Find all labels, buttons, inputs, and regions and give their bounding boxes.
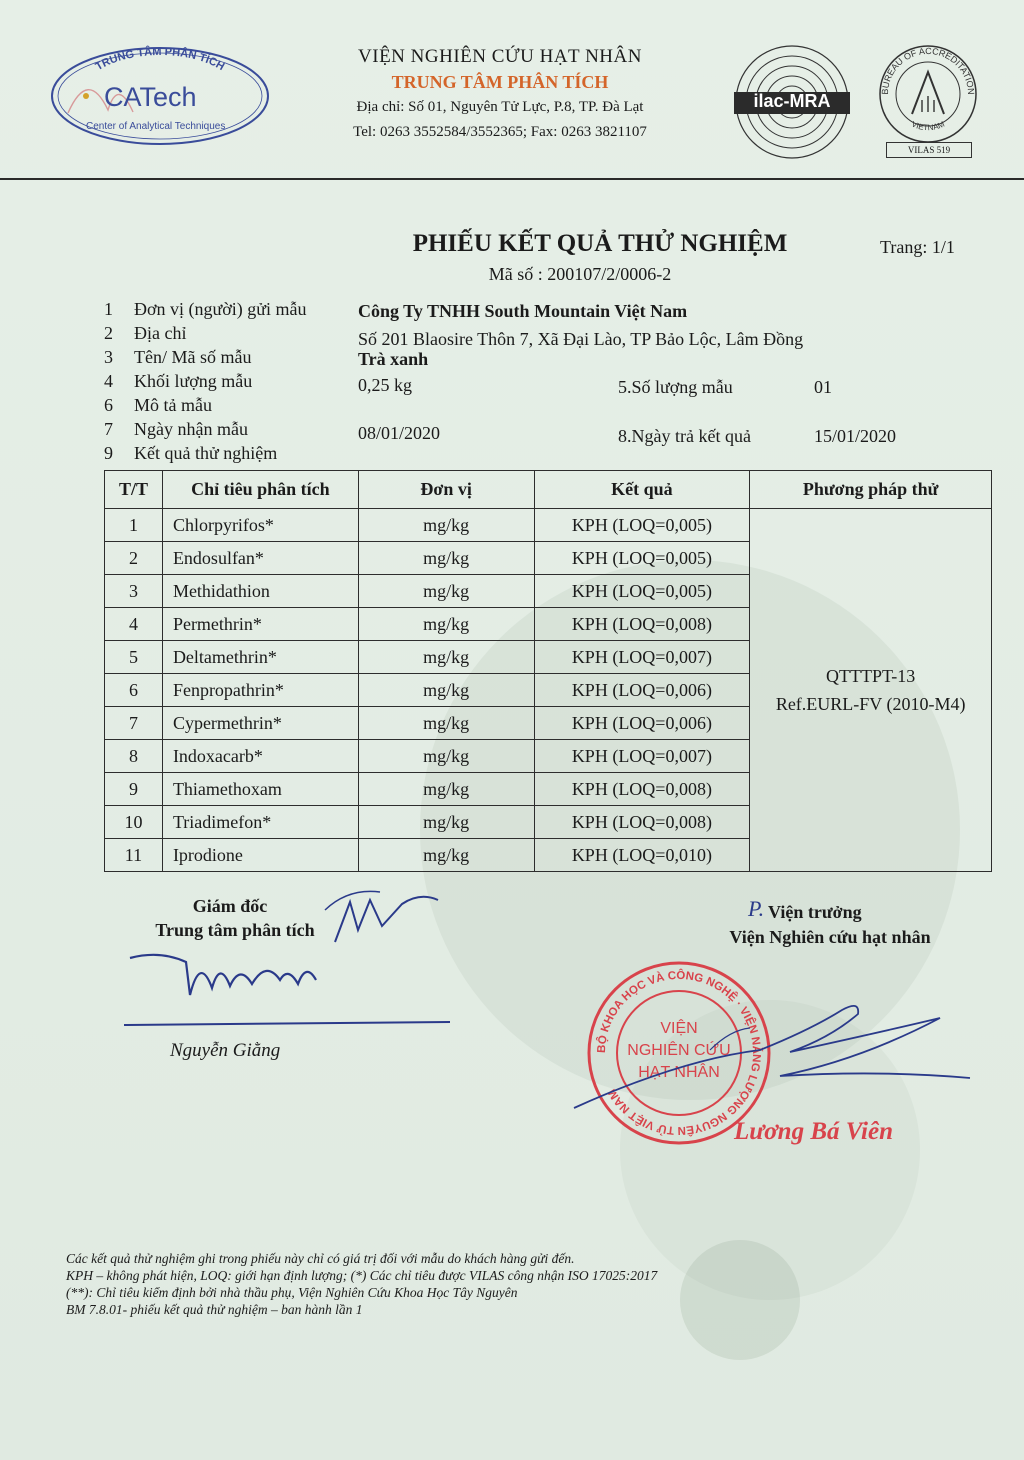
info-label: Mô tả mẫu	[134, 395, 212, 415]
info-extra-value: 01	[814, 377, 832, 397]
right-signature-icon	[560, 990, 980, 1130]
info-value-sample: Trà xanh	[358, 349, 429, 369]
method-line-2: Ref.EURL-FV (2010-M4)	[775, 694, 966, 714]
info-number: 7	[104, 419, 113, 439]
cell-analyte: Deltamethrin*	[162, 641, 358, 674]
footnote-line: BM 7.8.01- phiếu kết quả thử nghiệm – ban hành lần 1	[66, 1302, 363, 1317]
cell-result: KPH (LOQ=0,008)	[534, 806, 750, 839]
boa-country-text: VIETNAM	[910, 119, 946, 133]
info-number: 2	[104, 323, 113, 343]
logo-subtitle: Center of Analytical Techniques	[86, 121, 226, 132]
cell-result: KPH (LOQ=0,008)	[534, 608, 750, 641]
header-result: Kết quả	[534, 471, 750, 509]
method-line-1: QTTTPT-13	[825, 666, 916, 686]
cell-unit: mg/kg	[358, 575, 534, 608]
cell-result: KPH (LOQ=0,008)	[534, 773, 750, 806]
cell-result: KPH (LOQ=0,005)	[534, 509, 750, 542]
boa-logo	[872, 40, 984, 160]
cell-analyte: Fenpropathrin*	[162, 674, 358, 707]
page-number: Trang: 1/1	[880, 237, 955, 257]
document-title: PHIẾU KẾT QUẢ THỬ NGHIỆM	[412, 230, 788, 257]
info-label: Ngày nhận mẫu	[134, 419, 248, 439]
stamp-line-3: HẠT NHÂN	[638, 1064, 720, 1081]
logo-brand: CATech	[104, 82, 197, 112]
ilac-mra-logo	[732, 42, 852, 162]
cell-analyte: Permethrin*	[162, 608, 358, 641]
cell-unit: mg/kg	[358, 674, 534, 707]
cell-analyte: Triadimefon*	[162, 806, 358, 839]
footnote-line: Các kết quả thử nghiệm ghi trong phiếu này chỉ có giá trị đối với mẫu do khách hàng gửi đến.	[66, 1251, 575, 1266]
info-number: 6	[104, 395, 113, 415]
info-label: Kết quả thử nghiệm	[134, 443, 278, 463]
cell-no: 3	[105, 575, 163, 608]
cell-unit: mg/kg	[358, 806, 534, 839]
cell-unit: mg/kg	[358, 707, 534, 740]
left-signer-title-2: Trung tâm phân tích	[155, 920, 315, 940]
cell-no: 7	[105, 707, 163, 740]
vilas-badge: VILAS 519	[886, 142, 972, 158]
left-signer-title-1: Giám đốc	[192, 896, 268, 916]
info-label: Khối lượng mẫu	[134, 371, 253, 391]
header-method: Phương pháp thử	[750, 471, 992, 509]
info-number: 3	[104, 347, 113, 367]
info-label: Địa chỉ	[134, 323, 187, 343]
info-label: Tên/ Mã số mẫu	[134, 347, 252, 367]
cell-result: KPH (LOQ=0,007)	[534, 740, 750, 773]
info-number: 9	[104, 443, 113, 463]
stamp-arc-text: BỘ KHOA HỌC VÀ CÔNG NGHỆ · VIỆN NĂNG LƯỢNG NGUYÊN TỬ VIỆT NAM	[595, 969, 763, 1137]
info-value-weight: 0,25 kg	[358, 375, 412, 395]
phone-line: Tel: 0263 3552584/3552365; Fax: 0263 3821107	[353, 124, 647, 140]
cell-analyte: Thiamethoxam	[162, 773, 358, 806]
footnote-line: (**): Chỉ tiêu kiểm định bởi nhà thầu phụ, Viện Nghiên Cứu Khoa Học Tây Nguyên	[66, 1285, 518, 1300]
cell-result: KPH (LOQ=0,010)	[534, 839, 750, 872]
cell-analyte: Chlorpyrifos*	[162, 509, 358, 542]
cell-no: 8	[105, 740, 163, 773]
logo-arc-text: TRUNG TÂM PHÂN TÍCH	[93, 45, 227, 74]
cell-unit: mg/kg	[358, 740, 534, 773]
results-table	[104, 470, 992, 872]
catech-logo	[48, 38, 272, 148]
footnote-line: KPH – không phát hiện, LOQ: giới hạn định lượng; (*) Các chỉ tiêu được VILAS công nhận ISO 17025:2017	[66, 1268, 658, 1283]
cell-analyte: Indoxacarb*	[162, 740, 358, 773]
left-signature-icon	[120, 880, 450, 1030]
cell-unit: mg/kg	[358, 839, 534, 872]
cell-result: KPH (LOQ=0,007)	[534, 641, 750, 674]
cell-result: KPH (LOQ=0,006)	[534, 674, 750, 707]
cell-no: 6	[105, 674, 163, 707]
cell-no: 11	[105, 839, 163, 872]
boa-seal-icon	[872, 40, 984, 144]
stamp-line-2: NGHIÊN CỨU	[627, 1042, 731, 1059]
ilac-label: ilac-MRA	[753, 91, 831, 111]
cell-no: 4	[105, 608, 163, 641]
cell-unit: mg/kg	[358, 509, 534, 542]
right-signer-title-2: Viện Nghiên cứu hạt nhân	[729, 927, 931, 947]
watermark-dot	[680, 1240, 800, 1360]
right-signer-name: Lương Bá Viên	[734, 1118, 893, 1145]
stamp-line-1: VIỆN	[660, 1020, 698, 1037]
cell-no: 1	[105, 509, 163, 542]
cell-unit: mg/kg	[358, 542, 534, 575]
info-extra-value: 15/01/2020	[814, 426, 897, 446]
center-name: TRUNG TÂM PHÂN TÍCH	[391, 72, 609, 92]
cell-result: KPH (LOQ=0,005)	[534, 542, 750, 575]
delegation-prefix: P.	[748, 896, 765, 921]
document-code: Mã số : 200107/2/0006-2	[488, 264, 672, 284]
info-value-sender: Công Ty TNHH South Mountain Việt Nam	[358, 301, 688, 321]
cell-no: 10	[105, 806, 163, 839]
cell-analyte: Endosulfan*	[162, 542, 358, 575]
cell-no: 9	[105, 773, 163, 806]
boa-arc-text: BUREAU OF ACCREDITATION	[879, 45, 977, 95]
cell-no: 5	[105, 641, 163, 674]
cell-analyte: Methidathion	[162, 575, 358, 608]
cell-unit: mg/kg	[358, 608, 534, 641]
header-analyte: Chỉ tiêu phân tích	[162, 471, 358, 509]
info-extra-label: 5.Số lượng mẫu	[618, 377, 733, 397]
header-unit: Đơn vị	[358, 471, 534, 509]
footnotes	[66, 1250, 657, 1318]
header-divider	[0, 178, 1024, 180]
cell-method	[750, 509, 992, 872]
info-number: 1	[104, 299, 113, 319]
cell-unit: mg/kg	[358, 641, 534, 674]
address-line: Địa chỉ: Số 01, Nguyên Tử Lực, P.8, TP. Đà Lạt	[356, 99, 644, 115]
info-value-received: 08/01/2020	[358, 423, 441, 443]
cell-unit: mg/kg	[358, 773, 534, 806]
cell-no: 2	[105, 542, 163, 575]
header-no: T/T	[105, 471, 163, 509]
right-signer-title-1: Viện trưởng	[768, 902, 862, 922]
left-signer-name: Nguyễn Giằng	[170, 1040, 281, 1061]
table-row	[105, 509, 992, 542]
info-number: 4	[104, 371, 113, 391]
cell-analyte: Iprodione	[162, 839, 358, 872]
info-extra-label: 8.Ngày trả kết quả	[618, 426, 751, 446]
cell-result: KPH (LOQ=0,005)	[534, 575, 750, 608]
table-header-row	[105, 471, 992, 509]
cell-result: KPH (LOQ=0,006)	[534, 707, 750, 740]
cell-analyte: Cypermethrin*	[162, 707, 358, 740]
info-value-address: Số 201 Blaosire Thôn 7, Xã Đại Lào, TP Bảo Lộc, Lâm Đồng	[358, 329, 804, 349]
info-label: Đơn vị (người) gửi mẫu	[134, 299, 307, 319]
institute-name: VIỆN NGHIÊN CỨU HẠT NHÂN	[358, 46, 642, 67]
